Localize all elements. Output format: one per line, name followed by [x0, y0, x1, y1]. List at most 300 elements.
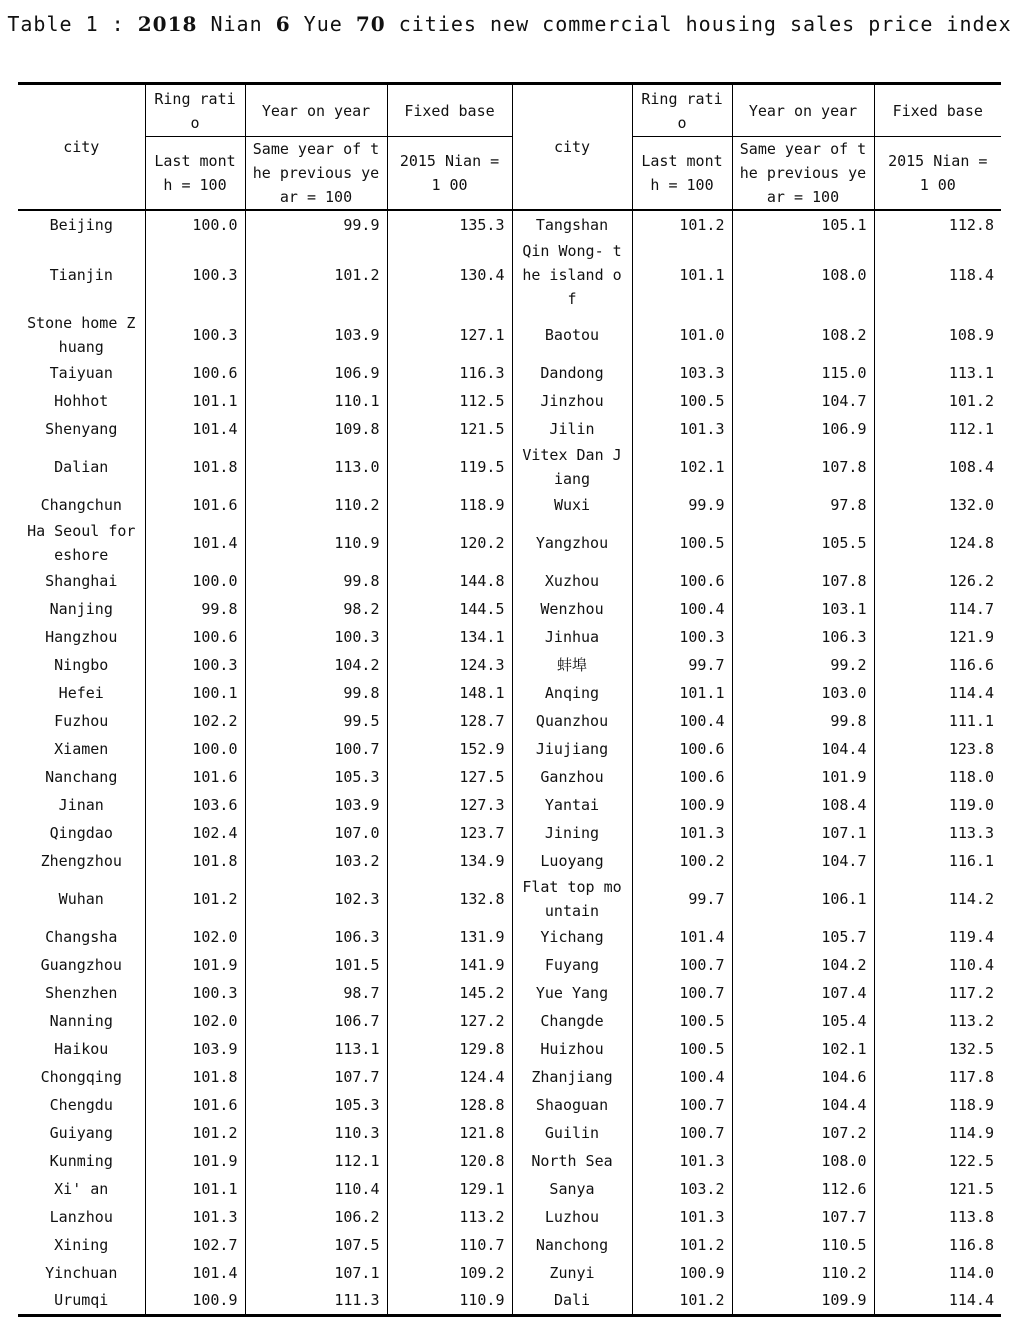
ring-ratio-right: 100.4	[632, 595, 732, 623]
year-on-year-right: 99.2	[732, 651, 874, 679]
fixed-base-left: 124.3	[387, 651, 512, 679]
ring-ratio-left: 101.4	[145, 1259, 245, 1287]
table-row	[18, 763, 1001, 791]
ring-ratio-right: 99.7	[632, 651, 732, 679]
fixed-base-right: 119.4	[874, 923, 1001, 951]
fixed-base-left: 144.8	[387, 567, 512, 595]
city-left: Xi' an	[54, 1180, 109, 1198]
year-on-year-right: 103.1	[732, 595, 874, 623]
fixed-base-left: 141.9	[387, 951, 512, 979]
year-on-year-left: 98.2	[245, 595, 387, 623]
ring-ratio-right: 100.3	[632, 623, 732, 651]
city-right: Yangzhou	[512, 519, 632, 567]
year-on-year-right: 106.1	[732, 875, 874, 923]
table-row	[18, 707, 1001, 735]
city-left: Haikou	[54, 1040, 109, 1058]
title-month: 6	[275, 12, 291, 36]
table-row	[18, 875, 1001, 923]
city-right: Yichang	[512, 923, 632, 951]
table-row	[18, 979, 1001, 1007]
year-on-year-left: 110.1	[245, 387, 387, 415]
header-year-on-year: Year on year	[245, 84, 387, 137]
ring-ratio-left: 100.3	[145, 311, 245, 359]
city-left: Kunming	[49, 1152, 113, 1170]
year-on-year-left: 107.5	[245, 1231, 387, 1259]
fixed-base-right: 132.5	[874, 1035, 1001, 1063]
table-row	[18, 1259, 1001, 1287]
ring-ratio-right: 100.7	[632, 1119, 732, 1147]
year-on-year-left: 99.9	[245, 210, 387, 239]
fixed-base-right: 108.9	[874, 311, 1001, 359]
ring-ratio-left: 103.6	[145, 791, 245, 819]
table-row	[18, 1147, 1001, 1175]
fixed-base-right: 108.4	[874, 443, 1001, 491]
fixed-base-left: 131.9	[387, 923, 512, 951]
ring-ratio-left: 100.0	[145, 210, 245, 239]
ring-ratio-left: 101.2	[145, 1119, 245, 1147]
city-left: Lanzhou	[49, 1208, 113, 1226]
fixed-base-right: 117.8	[874, 1063, 1001, 1091]
table-row	[18, 847, 1001, 875]
year-on-year-left: 103.9	[245, 791, 387, 819]
city-right: Zhanjiang	[512, 1063, 632, 1091]
city-left: Urumqi	[54, 1291, 109, 1310]
city-right: Yantai	[512, 791, 632, 819]
table-row	[18, 443, 1001, 491]
ring-ratio-left: 102.0	[145, 923, 245, 951]
ring-ratio-right: 99.7	[632, 875, 732, 923]
fixed-base-right: 122.5	[874, 1147, 1001, 1175]
ring-ratio-right: 101.1	[632, 239, 732, 311]
city-left: Xining	[54, 1236, 109, 1254]
ring-ratio-right: 101.3	[632, 1203, 732, 1231]
city-right: 蚌埠	[512, 651, 632, 679]
fixed-base-left: 145.2	[387, 979, 512, 1007]
ring-ratio-left: 101.8	[145, 847, 245, 875]
table-row	[18, 1091, 1001, 1119]
ring-ratio-right: 100.5	[632, 1035, 732, 1063]
fixed-base-right: 118.4	[874, 239, 1001, 311]
year-on-year-right: 106.3	[732, 623, 874, 651]
title-city-count: 70	[355, 12, 386, 36]
ring-ratio-right: 100.4	[632, 707, 732, 735]
year-on-year-right: 108.2	[732, 311, 874, 359]
year-on-year-left: 98.7	[245, 979, 387, 1007]
city-right: Jilin	[512, 415, 632, 443]
year-on-year-right: 108.4	[732, 791, 874, 819]
city-right: Nanchong	[512, 1231, 632, 1259]
fixed-base-right: 113.3	[874, 819, 1001, 847]
city-right: Vitex Dan J iang	[512, 443, 632, 491]
ring-ratio-right: 101.3	[632, 1147, 732, 1175]
table-row	[18, 519, 1001, 567]
ring-ratio-right: 100.6	[632, 735, 732, 763]
ring-ratio-right: 99.9	[632, 491, 732, 519]
year-on-year-right: 115.0	[732, 359, 874, 387]
year-on-year-left: 110.9	[245, 519, 387, 567]
city-right: Anqing	[512, 679, 632, 707]
city-left: Ha Seoul for eshore	[27, 522, 136, 564]
year-on-year-right: 104.7	[732, 847, 874, 875]
ring-ratio-left: 100.9	[145, 1287, 245, 1315]
ring-ratio-right: 101.3	[632, 819, 732, 847]
fixed-base-right: 114.4	[874, 1287, 1001, 1315]
fixed-base-right: 114.9	[874, 1119, 1001, 1147]
fixed-base-right: 121.9	[874, 623, 1001, 651]
table-body	[18, 210, 1001, 1315]
ring-ratio-right: 103.2	[632, 1175, 732, 1203]
fixed-base-left: 148.1	[387, 679, 512, 707]
fixed-base-right: 116.1	[874, 847, 1001, 875]
city-left: Taiyuan	[49, 364, 113, 382]
fixed-base-left: 130.4	[387, 239, 512, 311]
fixed-base-left: 110.9	[387, 1287, 512, 1315]
fixed-base-right: 119.0	[874, 791, 1001, 819]
year-on-year-right: 108.0	[732, 239, 874, 311]
ring-ratio-left: 100.3	[145, 651, 245, 679]
year-on-year-right: 107.1	[732, 819, 874, 847]
year-on-year-left: 113.1	[245, 1035, 387, 1063]
fixed-base-right: 126.2	[874, 567, 1001, 595]
fixed-base-right: 113.1	[874, 359, 1001, 387]
year-on-year-right: 97.8	[732, 491, 874, 519]
table-row	[18, 491, 1001, 519]
city-left: Beijing	[49, 216, 113, 234]
table-row	[18, 1035, 1001, 1063]
city-right: Wenzhou	[512, 595, 632, 623]
ring-ratio-left: 101.8	[145, 443, 245, 491]
table-row	[18, 735, 1001, 763]
table-row	[18, 1063, 1001, 1091]
fixed-base-left: 152.9	[387, 735, 512, 763]
fixed-base-left: 128.7	[387, 707, 512, 735]
city-right: Jining	[512, 819, 632, 847]
year-on-year-left: 106.2	[245, 1203, 387, 1231]
table-row	[18, 951, 1001, 979]
fixed-base-right: 118.0	[874, 763, 1001, 791]
header-fixed-base: Fixed base	[874, 84, 1001, 137]
city-right: Luzhou	[512, 1203, 632, 1231]
city-left: Hangzhou	[45, 628, 118, 646]
table-row	[18, 239, 1001, 311]
fixed-base-left: 129.8	[387, 1035, 512, 1063]
year-on-year-right: 104.6	[732, 1063, 874, 1091]
table-row	[18, 387, 1001, 415]
ring-ratio-right: 100.5	[632, 387, 732, 415]
ring-ratio-right: 100.7	[632, 951, 732, 979]
fixed-base-left: 116.3	[387, 359, 512, 387]
year-on-year-left: 107.1	[245, 1259, 387, 1287]
year-on-year-left: 99.8	[245, 679, 387, 707]
city-left: Wuhan	[58, 890, 104, 908]
year-on-year-right: 107.2	[732, 1119, 874, 1147]
table-row	[18, 791, 1001, 819]
ring-ratio-left: 101.8	[145, 1063, 245, 1091]
table-row	[18, 567, 1001, 595]
city-left: Qingdao	[49, 824, 113, 842]
city-left: Yinchuan	[45, 1264, 118, 1282]
table-header	[18, 84, 1001, 211]
year-on-year-right: 105.1	[732, 210, 874, 239]
city-right: Guilin	[512, 1119, 632, 1147]
year-on-year-right: 101.9	[732, 763, 874, 791]
fixed-base-right: 118.9	[874, 1091, 1001, 1119]
city-right: Qin Wong- t he island o f	[512, 239, 632, 311]
year-on-year-left: 110.2	[245, 491, 387, 519]
fixed-base-right: 112.1	[874, 415, 1001, 443]
year-on-year-right: 107.7	[732, 1203, 874, 1231]
ring-ratio-left: 101.6	[145, 763, 245, 791]
year-on-year-right: 107.8	[732, 567, 874, 595]
city-left: Fuzhou	[54, 712, 109, 730]
ring-ratio-left: 101.1	[145, 1175, 245, 1203]
year-on-year-left: 107.7	[245, 1063, 387, 1091]
table-row	[18, 819, 1001, 847]
ring-ratio-right: 101.2	[632, 210, 732, 239]
city-left: Stone home Z huang	[27, 314, 136, 356]
ring-ratio-left: 100.3	[145, 239, 245, 311]
city-left: Guiyang	[49, 1124, 113, 1142]
table-row	[18, 1231, 1001, 1259]
year-on-year-right: 102.1	[732, 1035, 874, 1063]
ring-ratio-left: 100.0	[145, 567, 245, 595]
fixed-base-left: 123.7	[387, 819, 512, 847]
year-on-year-right: 107.4	[732, 979, 874, 1007]
fixed-base-left: 134.1	[387, 623, 512, 651]
fixed-base-left: 129.1	[387, 1175, 512, 1203]
city-left: Nanjing	[49, 600, 113, 618]
fixed-base-right: 116.8	[874, 1231, 1001, 1259]
city-right: Fuyang	[512, 951, 632, 979]
fixed-base-left: 128.8	[387, 1091, 512, 1119]
table-row	[18, 415, 1001, 443]
table-row	[18, 923, 1001, 951]
city-left: Hefei	[58, 684, 104, 702]
fixed-base-left: 121.5	[387, 415, 512, 443]
header-fixed-base: Fixed base	[387, 84, 512, 137]
table-row	[18, 1175, 1001, 1203]
table-row	[18, 1287, 1001, 1315]
year-on-year-right: 105.7	[732, 923, 874, 951]
year-on-year-left: 106.3	[245, 923, 387, 951]
ring-ratio-left: 103.9	[145, 1035, 245, 1063]
ring-ratio-right: 100.2	[632, 847, 732, 875]
ring-ratio-left: 102.7	[145, 1231, 245, 1259]
ring-ratio-right: 101.3	[632, 415, 732, 443]
header-last-month: Last mont h = 100	[632, 137, 732, 211]
year-on-year-right: 103.0	[732, 679, 874, 707]
ring-ratio-right: 101.2	[632, 1231, 732, 1259]
fixed-base-left: 127.3	[387, 791, 512, 819]
city-left: Nanchang	[45, 768, 118, 786]
city-right: Huizhou	[512, 1035, 632, 1063]
year-on-year-left: 109.8	[245, 415, 387, 443]
ring-ratio-left: 101.6	[145, 1091, 245, 1119]
ring-ratio-right: 103.3	[632, 359, 732, 387]
year-on-year-left: 105.3	[245, 1091, 387, 1119]
city-right: Jiujiang	[512, 735, 632, 763]
city-right: Jinhua	[512, 623, 632, 651]
city-left: Xiamen	[54, 740, 109, 758]
ring-ratio-left: 101.9	[145, 1147, 245, 1175]
table-title	[0, 12, 1019, 36]
fixed-base-left: 135.3	[387, 210, 512, 239]
header-ring-ratio: Ring rati o	[145, 84, 245, 137]
ring-ratio-left: 100.3	[145, 979, 245, 1007]
year-on-year-right: 104.7	[732, 387, 874, 415]
ring-ratio-left: 101.1	[145, 387, 245, 415]
year-on-year-left: 103.9	[245, 311, 387, 359]
city-right: Zunyi	[512, 1259, 632, 1287]
city-right: Shaoguan	[512, 1091, 632, 1119]
ring-ratio-right: 101.0	[632, 311, 732, 359]
table-row	[18, 1203, 1001, 1231]
city-left: Chongqing	[40, 1068, 122, 1086]
year-on-year-right: 108.0	[732, 1147, 874, 1175]
year-on-year-right: 104.4	[732, 735, 874, 763]
city-right: Baotou	[512, 311, 632, 359]
header-last-month: Last mont h = 100	[145, 137, 245, 211]
city-left: Nanning	[49, 1012, 113, 1030]
year-on-year-left: 110.4	[245, 1175, 387, 1203]
table-row	[18, 679, 1001, 707]
ring-ratio-right: 102.1	[632, 443, 732, 491]
ring-ratio-right: 101.1	[632, 679, 732, 707]
city-left: Changchun	[40, 496, 122, 514]
city-left: Chengdu	[49, 1096, 113, 1114]
fixed-base-left: 120.2	[387, 519, 512, 567]
ring-ratio-left: 101.3	[145, 1203, 245, 1231]
ring-ratio-right: 101.4	[632, 923, 732, 951]
year-on-year-left: 102.3	[245, 875, 387, 923]
year-on-year-left: 99.8	[245, 567, 387, 595]
ring-ratio-left: 102.0	[145, 1007, 245, 1035]
fixed-base-right: 101.2	[874, 387, 1001, 415]
ring-ratio-right: 100.6	[632, 567, 732, 595]
fixed-base-right: 116.6	[874, 651, 1001, 679]
year-on-year-right: 104.4	[732, 1091, 874, 1119]
ring-ratio-right: 100.9	[632, 1259, 732, 1287]
ring-ratio-left: 102.2	[145, 707, 245, 735]
ring-ratio-left: 100.0	[145, 735, 245, 763]
ring-ratio-left: 100.6	[145, 623, 245, 651]
year-on-year-left: 112.1	[245, 1147, 387, 1175]
fixed-base-right: 111.1	[874, 707, 1001, 735]
fixed-base-right: 121.5	[874, 1175, 1001, 1203]
fixed-base-right: 117.2	[874, 979, 1001, 1007]
ring-ratio-right: 100.4	[632, 1063, 732, 1091]
ring-ratio-left: 102.4	[145, 819, 245, 847]
fixed-base-left: 112.5	[387, 387, 512, 415]
year-on-year-left: 106.9	[245, 359, 387, 387]
fixed-base-left: 110.7	[387, 1231, 512, 1259]
city-left: Guangzhou	[40, 956, 122, 974]
table-row	[18, 359, 1001, 387]
city-left: Changsha	[45, 928, 118, 946]
table-row	[18, 1007, 1001, 1035]
city-left: Jinan	[58, 796, 104, 814]
city-left: Shanghai	[45, 572, 118, 590]
year-on-year-left: 110.3	[245, 1119, 387, 1147]
table-row	[18, 651, 1001, 679]
fixed-base-left: 127.1	[387, 311, 512, 359]
header-same-year: Same year of t he previous ye ar = 100	[245, 137, 387, 211]
year-on-year-right: 99.8	[732, 707, 874, 735]
fixed-base-right: 132.0	[874, 491, 1001, 519]
title-rest: cities new commercial housing sales price index	[385, 12, 1012, 36]
fixed-base-left: 127.5	[387, 763, 512, 791]
year-on-year-right: 105.4	[732, 1007, 874, 1035]
title-yue: Yue	[290, 12, 356, 36]
fixed-base-left: 124.4	[387, 1063, 512, 1091]
ring-ratio-left: 100.1	[145, 679, 245, 707]
year-on-year-left: 101.2	[245, 239, 387, 311]
fixed-base-right: 110.4	[874, 951, 1001, 979]
fixed-base-left: 109.2	[387, 1259, 512, 1287]
year-on-year-left: 107.0	[245, 819, 387, 847]
ring-ratio-right: 101.2	[632, 1287, 732, 1315]
year-on-year-right: 107.8	[732, 443, 874, 491]
ring-ratio-left: 101.4	[145, 415, 245, 443]
city-left: Ningbo	[54, 656, 109, 674]
fixed-base-left: 144.5	[387, 595, 512, 623]
city-left: Dalian	[54, 458, 109, 476]
fixed-base-right: 113.8	[874, 1203, 1001, 1231]
city-right: North Sea	[512, 1147, 632, 1175]
city-right: Dandong	[512, 359, 632, 387]
fixed-base-right: 114.0	[874, 1259, 1001, 1287]
ring-ratio-right: 100.5	[632, 1007, 732, 1035]
city-left: Shenzhen	[45, 984, 118, 1002]
city-right: Sanya	[512, 1175, 632, 1203]
table-row	[18, 311, 1001, 359]
year-on-year-left: 111.3	[245, 1287, 387, 1315]
ring-ratio-left: 99.8	[145, 595, 245, 623]
fixed-base-left: 134.9	[387, 847, 512, 875]
header-ring-ratio: Ring rati o	[632, 84, 732, 137]
city-right: Jinzhou	[512, 387, 632, 415]
header-year-on-year: Year on year	[732, 84, 874, 137]
city-left: Zhengzhou	[40, 852, 122, 870]
year-on-year-left: 106.7	[245, 1007, 387, 1035]
city-right: Luoyang	[512, 847, 632, 875]
header-city: city	[63, 138, 100, 156]
city-right: Quanzhou	[512, 707, 632, 735]
city-right: Flat top mo untain	[512, 875, 632, 923]
year-on-year-left: 113.0	[245, 443, 387, 491]
year-on-year-left: 100.7	[245, 735, 387, 763]
year-on-year-left: 101.5	[245, 951, 387, 979]
year-on-year-right: 105.5	[732, 519, 874, 567]
fixed-base-left: 113.2	[387, 1203, 512, 1231]
fixed-base-right: 114.4	[874, 679, 1001, 707]
fixed-base-right: 114.7	[874, 595, 1001, 623]
fixed-base-left: 118.9	[387, 491, 512, 519]
ring-ratio-right: 100.7	[632, 979, 732, 1007]
ring-ratio-left: 101.4	[145, 519, 245, 567]
year-on-year-left: 103.2	[245, 847, 387, 875]
ring-ratio-right: 100.7	[632, 1091, 732, 1119]
year-on-year-right: 106.9	[732, 415, 874, 443]
city-right: Tangshan	[512, 210, 632, 239]
year-on-year-left: 100.3	[245, 623, 387, 651]
fixed-base-right: 123.8	[874, 735, 1001, 763]
city-right: Dali	[512, 1287, 632, 1315]
year-on-year-right: 112.6	[732, 1175, 874, 1203]
city-left: Tianjin	[49, 266, 113, 284]
city-left: Hohhot	[54, 392, 109, 410]
ring-ratio-left: 101.9	[145, 951, 245, 979]
